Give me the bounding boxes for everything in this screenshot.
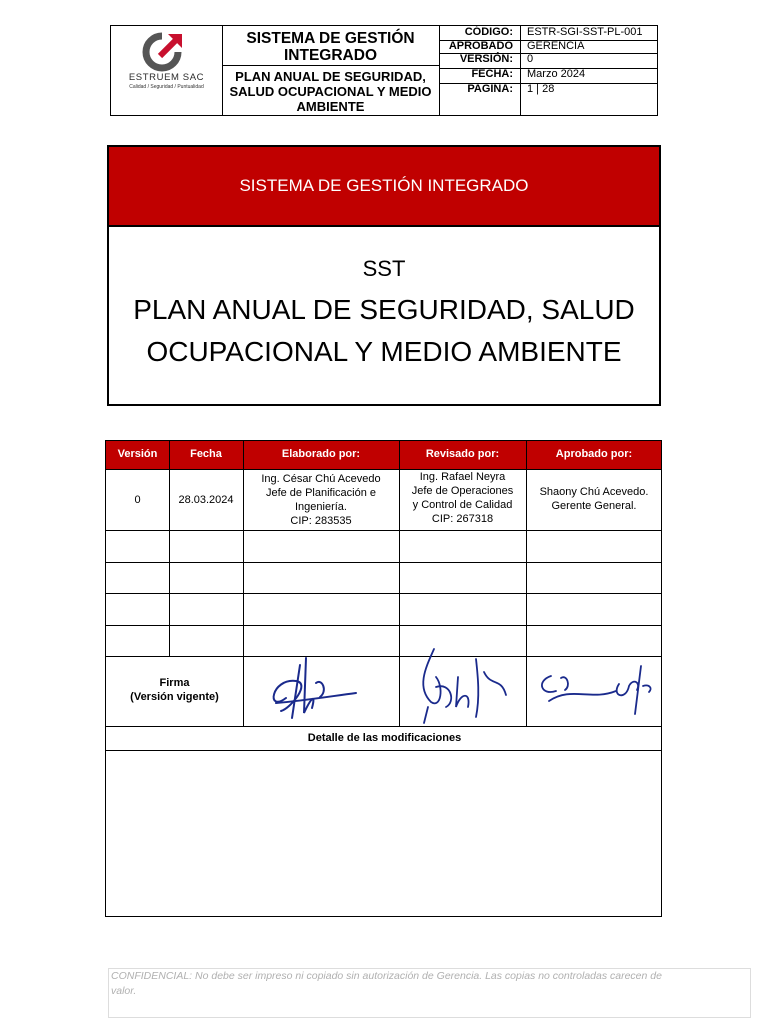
system-title: SISTEMA DE GESTIÓN INTEGRADO bbox=[222, 26, 439, 66]
signature-label bbox=[106, 676, 243, 704]
document-header bbox=[110, 25, 658, 116]
reviewed-role-2: y Control de Calidad bbox=[412, 499, 513, 511]
col-version: Versión bbox=[117, 448, 158, 460]
meta-row-date bbox=[439, 68, 657, 84]
signature-label-line1: Firma bbox=[159, 677, 190, 689]
signature-reviewed-icon bbox=[406, 647, 516, 727]
main-title-line1: PLAN ANUAL DE SEGURIDAD, SALUD bbox=[133, 294, 635, 325]
company-logo-icon bbox=[138, 30, 194, 72]
meta-value: GERENCIA bbox=[527, 40, 585, 52]
version-table-header bbox=[106, 441, 661, 469]
header-title-cell bbox=[222, 26, 440, 115]
meta-value: 0 bbox=[527, 53, 534, 65]
signature-label-line2: (Versión vigente) bbox=[130, 691, 219, 703]
meta-value: 1 | 28 bbox=[527, 83, 555, 95]
prepared-role-2: Ingeniería. bbox=[295, 501, 347, 513]
meta-value: Marzo 2024 bbox=[527, 68, 586, 80]
meta-row-version bbox=[439, 53, 657, 69]
prepared-role-1: Jefe de Planificación e bbox=[265, 487, 377, 499]
col-date: Fecha bbox=[190, 448, 222, 460]
system-band: SISTEMA DE GESTIÓN INTEGRADO bbox=[109, 147, 659, 227]
logo-name: ESTRUEM SAC bbox=[128, 72, 205, 83]
logo-tagline: Calidad / Seguridad / Puntualidad bbox=[129, 84, 204, 90]
prepared-name: Ing. César Chú Acevedo bbox=[261, 473, 381, 485]
title-subtitle: SST bbox=[362, 256, 406, 281]
row-reviewed bbox=[399, 470, 526, 526]
title-box bbox=[107, 145, 661, 406]
row-prepared bbox=[243, 472, 399, 528]
reviewed-cip: CIP: 267318 bbox=[431, 513, 494, 525]
row-version: 0 bbox=[134, 494, 141, 506]
main-title-line2: OCUPACIONAL Y MEDIO AMBIENTE bbox=[146, 336, 622, 367]
signature-prepared-icon bbox=[256, 653, 366, 723]
meta-key: APROBADO bbox=[439, 40, 521, 53]
logo-cell bbox=[111, 26, 223, 115]
row-approved bbox=[526, 485, 662, 513]
approved-role: Gerente General. bbox=[551, 500, 637, 512]
approved-name: Shaony Chú Acevedo. bbox=[539, 486, 649, 498]
meta-key: PAGINA: bbox=[439, 83, 521, 115]
footer-box bbox=[108, 968, 751, 1018]
col-approved: Aprobado por: bbox=[555, 448, 633, 460]
meta-key: VERSIÓN: bbox=[439, 53, 521, 68]
meta-row-page bbox=[439, 83, 657, 115]
col-reviewed: Revisado por: bbox=[425, 448, 500, 460]
version-table bbox=[105, 440, 662, 917]
row-date: 28.03.2024 bbox=[178, 494, 234, 506]
meta-key: FECHA: bbox=[439, 68, 521, 83]
confidential-note: CONFIDENCIAL: No debe ser impreso ni copiado sin autorización de Gerencia. Las copias no controladas carecen de valor. bbox=[111, 970, 662, 997]
meta-row-code bbox=[439, 26, 657, 41]
reviewed-role-1: Jefe de Operaciones bbox=[411, 485, 514, 497]
main-title bbox=[109, 289, 659, 373]
signature-approved-icon bbox=[531, 656, 659, 721]
prepared-cip: CIP: 283535 bbox=[290, 515, 352, 527]
col-prepared: Elaborado por: bbox=[281, 448, 361, 460]
meta-value: ESTR-SGI-SST-PL-001 bbox=[527, 26, 643, 38]
meta-key: CÓDIGO: bbox=[439, 26, 521, 40]
meta-row-approved bbox=[439, 40, 657, 54]
reviewed-name: Ing. Rafael Neyra bbox=[419, 471, 506, 483]
document-title: PLAN ANUAL DE SEGURIDAD, SALUD OCUPACIONAL Y MEDIO AMBIENTE bbox=[229, 69, 432, 114]
header-meta bbox=[439, 26, 657, 115]
modifications-label: Detalle de las modificaciones bbox=[307, 732, 462, 744]
